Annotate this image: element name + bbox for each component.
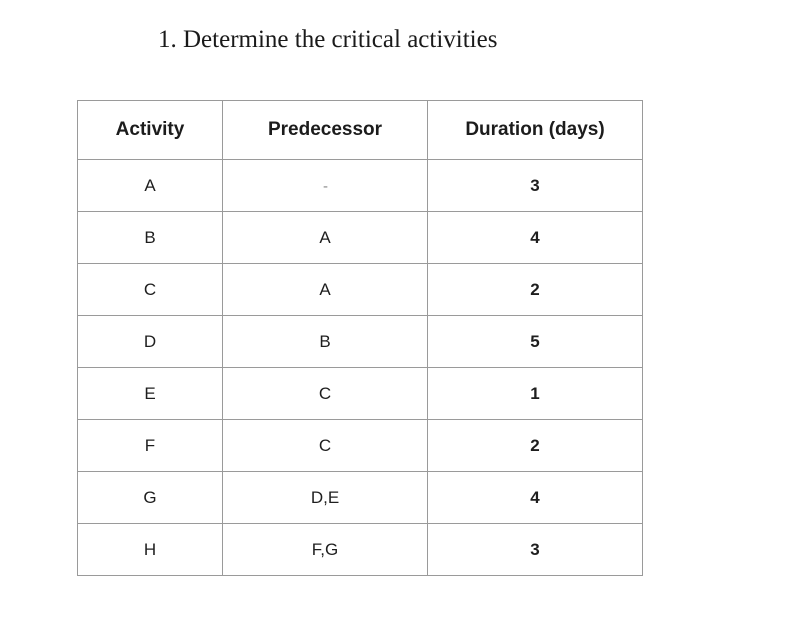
no-predecessor-mark: - [323, 177, 327, 195]
activity-table-container [77, 100, 642, 570]
table-row [78, 316, 643, 368]
cell-predecessor: F,G [223, 524, 428, 576]
cell-duration: 4 [428, 212, 643, 264]
cell-duration: 3 [428, 160, 643, 212]
table-header-row [78, 101, 643, 160]
table-row [78, 212, 643, 264]
cell-duration: 1 [428, 368, 643, 420]
cell-activity: H [78, 524, 223, 576]
table-row [78, 524, 643, 576]
header-predecessor: Predecessor [223, 101, 428, 160]
cell-duration: 5 [428, 316, 643, 368]
cell-activity: G [78, 472, 223, 524]
cell-predecessor: A [223, 212, 428, 264]
cell-activity: C [78, 264, 223, 316]
cell-predecessor: D,E [223, 472, 428, 524]
header-activity: Activity [78, 101, 223, 160]
table-row [78, 160, 643, 212]
cell-predecessor: C [223, 368, 428, 420]
cell-activity: A [78, 160, 223, 212]
cell-predecessor: B [223, 316, 428, 368]
table-row [78, 472, 643, 524]
cell-activity: D [78, 316, 223, 368]
activity-table [77, 100, 643, 576]
cell-duration: 2 [428, 264, 643, 316]
table-row [78, 368, 643, 420]
cell-predecessor [223, 160, 428, 212]
cell-predecessor: A [223, 264, 428, 316]
table-row [78, 420, 643, 472]
cell-activity: B [78, 212, 223, 264]
table-row [78, 264, 643, 316]
cell-duration: 2 [428, 420, 643, 472]
cell-activity: F [78, 420, 223, 472]
cell-activity: E [78, 368, 223, 420]
header-duration: Duration (days) [428, 101, 643, 160]
cell-duration: 4 [428, 472, 643, 524]
cell-predecessor: C [223, 420, 428, 472]
cell-duration: 3 [428, 524, 643, 576]
question-title: 1. Determine the critical activities [158, 26, 498, 53]
